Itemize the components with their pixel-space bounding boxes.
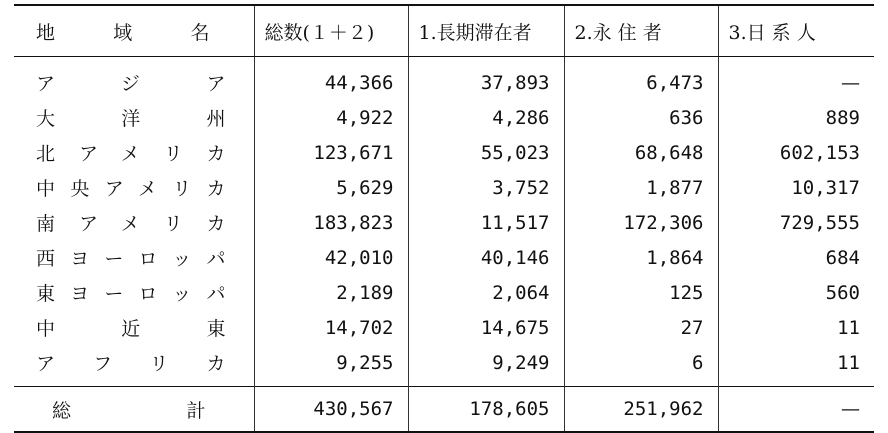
header-row <box>14 5 874 57</box>
total-cell: 14,702 <box>254 310 408 345</box>
permanent-cell: 172,306 <box>564 205 718 240</box>
permanent-cell: 27 <box>564 310 718 345</box>
long-stay-cell: 14,675 <box>408 310 564 345</box>
total-cell: 44,366 <box>254 57 408 101</box>
total-row <box>14 387 874 433</box>
long-stay-cell: 3,752 <box>408 170 564 205</box>
grand-total-cell: 430,567 <box>254 387 408 433</box>
nikkei-cell: — <box>718 57 874 101</box>
long-stay-cell: 11,517 <box>408 205 564 240</box>
table-row <box>14 310 874 345</box>
region-cell: 東ヨーロッパ <box>36 283 226 305</box>
region-cell: 南アメリカ <box>36 213 226 235</box>
total-cell: 42,010 <box>254 240 408 275</box>
permanent-cell: 636 <box>564 100 718 135</box>
header-permanent: 2.永 住 者 <box>564 5 718 57</box>
table-row <box>14 57 874 101</box>
long-stay-cell: 4,286 <box>408 100 564 135</box>
table-row <box>14 170 874 205</box>
table-row <box>14 275 874 310</box>
long-stay-cell: 2,064 <box>408 275 564 310</box>
permanent-cell: 68,648 <box>564 135 718 170</box>
total-label: 総計 <box>14 387 254 433</box>
header-long-stay: 1.長期滞在者 <box>408 5 564 57</box>
long-stay-cell: 37,893 <box>408 57 564 101</box>
table-row <box>14 345 874 387</box>
nikkei-cell: 11 <box>718 345 874 387</box>
region-cell: 中央アメリカ <box>36 178 226 200</box>
table-row <box>14 240 874 275</box>
header-total: 総数(１＋２) <box>254 5 408 57</box>
nikkei-cell: 729,555 <box>718 205 874 240</box>
long-stay-cell: 55,023 <box>408 135 564 170</box>
total-cell: 123,671 <box>254 135 408 170</box>
total-cell: 183,823 <box>254 205 408 240</box>
nikkei-cell: 10,317 <box>718 170 874 205</box>
table-total <box>14 387 874 433</box>
header-nikkei: 3.日 系 人 <box>718 5 874 57</box>
total-permanent-cell: 251,962 <box>564 387 718 433</box>
permanent-cell: 6,473 <box>564 57 718 101</box>
total-cell: 4,922 <box>254 100 408 135</box>
region-cell: アジア <box>36 73 226 95</box>
region-cell: 大洋州 <box>36 108 226 130</box>
region-cell: 北アメリカ <box>36 143 226 165</box>
region-cell: 西ヨーロッパ <box>36 248 226 270</box>
permanent-cell: 125 <box>564 275 718 310</box>
nikkei-cell: 602,153 <box>718 135 874 170</box>
total-cell: 5,629 <box>254 170 408 205</box>
total-cell: 9,255 <box>254 345 408 387</box>
nikkei-cell: 889 <box>718 100 874 135</box>
table-header <box>14 5 874 57</box>
header-region: 地 域 名 <box>14 5 254 57</box>
total-nikkei-cell: — <box>718 387 874 433</box>
long-stay-cell: 40,146 <box>408 240 564 275</box>
table-body <box>14 57 874 387</box>
region-cell: アフリカ <box>36 353 226 375</box>
table-row <box>14 205 874 240</box>
permanent-cell: 6 <box>564 345 718 387</box>
total-long-stay-cell: 178,605 <box>408 387 564 433</box>
nikkei-cell: 11 <box>718 310 874 345</box>
nikkei-cell: 684 <box>718 240 874 275</box>
total-cell: 2,189 <box>254 275 408 310</box>
permanent-cell: 1,864 <box>564 240 718 275</box>
overseas-residents-table <box>14 4 874 433</box>
region-cell: 中近東 <box>36 318 226 340</box>
permanent-cell: 1,877 <box>564 170 718 205</box>
table-row <box>14 100 874 135</box>
statistics-table-page <box>14 4 874 422</box>
table-row <box>14 135 874 170</box>
nikkei-cell: 560 <box>718 275 874 310</box>
long-stay-cell: 9,249 <box>408 345 564 387</box>
